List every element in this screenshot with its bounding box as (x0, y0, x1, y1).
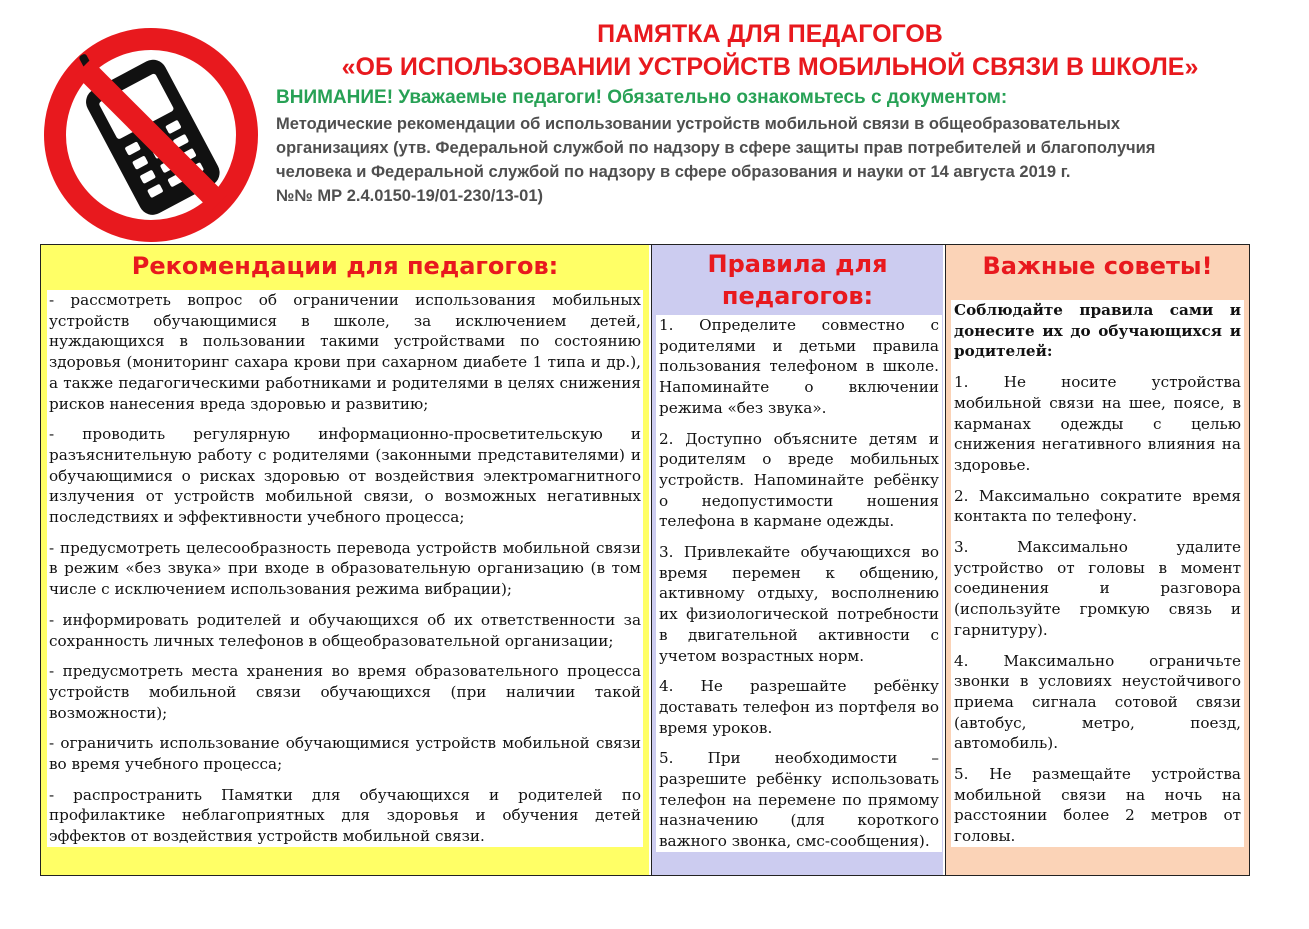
rule-item: 1. Определите совместно с родителями и детьми правила пользования телефоном в школе. Напоминайте о включении режима «без звука». (659, 316, 939, 417)
rules-list (656, 315, 942, 852)
document-reference (276, 112, 1236, 208)
advice-list (951, 300, 1244, 847)
advice-item: 5. Не размещайте устройства мобильной связи на ночь на расстоянии более 2 метров от головы. (954, 765, 1241, 846)
rule-item: 4. Не разрешайте ребёнку доставать телефон из портфеля во время уроков. (659, 677, 939, 737)
recommendation-item: - предусмотреть целесообразность перевода устройств мобильной связи в режим «без звука» при входе в образовательную организацию (в том числе с исключением использования режима вибрации); (49, 538, 641, 599)
recommendations-heading: Рекомендации для педагогов: (131, 252, 559, 280)
rules-column (651, 245, 943, 875)
recommendation-item: - информировать родителей и обучающихся об их ответственности за сохранность личных телефонов в общеобразовательной организации; (49, 610, 641, 650)
recommendation-item: - распространить Памятки для обучающихся и родителей по профилактике неблагоприятных для здоровья и обучения детей эффектов от воздействия устройств мобильной связи. (49, 785, 641, 846)
rules-heading-line: педагогов: (721, 282, 874, 310)
advice-lead: Соблюдайте правила сами и донесите их до обучающихся и родителей: (954, 301, 1241, 361)
rule-item: 5. При необходимости – разрешите ребёнку использовать телефон на перемене по прямому назначению (для короткого важного звонка, смс-сообщения). (659, 749, 939, 851)
page-subtitle: «ОБ ИСПОЛЬЗОВАНИИ УСТРОЙСТВ МОБИЛЬНОЙ СВЯЗИ В ШКОЛЕ» (341, 53, 1199, 81)
advice-heading: Важные советы! (982, 252, 1213, 280)
advice-item: 3. Максимально удалите устройство от головы в момент соединения и разговора (используйте громкую связь и гарнитуру). (954, 538, 1241, 639)
document-reference-line: организациях (утв. Федеральной службой по надзору в сфере защиты прав потребителей и благополучия (276, 139, 1156, 157)
rules-heading-line: Правила для (707, 250, 888, 278)
advice-column (945, 245, 1249, 875)
recommendation-item: - рассмотреть вопрос об ограничении использования мобильных устройств обучающимися в школе, за исключением детей, нуждающихся в пользовании такими устройствами по состоянию здоровья (мониторинг сахара крови при сахарном диабете 1 типа и др.), а также педагогическими работниками и родителями в целях снижения рисков нанесения вреда здоровью и развитию; (49, 291, 641, 413)
document-reference-line: №№ МР 2.4.0150-19/01-230/13-01) (276, 187, 544, 205)
rule-item: 2. Доступно объясните детям и родителям о вреде мобильных устройств. Напоминайте ребёнку о недопустимости ношения телефона в кармане одежды. (659, 429, 939, 531)
recommendations-column (41, 245, 649, 875)
advice-item: 4. Максимально ограничьте звонки в условиях неустойчивого приема сигнала сотовой связи (автобус, метро, поезд, автомобиль). (954, 651, 1241, 753)
page-title: ПАМЯТКА ДЛЯ ПЕДАГОГОВ (597, 20, 943, 48)
recommendation-item: - ограничить использование обучающимися устройств мобильной связи во время учебного процесса; (49, 734, 641, 774)
recommendations-list (47, 290, 643, 847)
attention-line: ВНИМАНИЕ! Уважаемые педагоги! Обязательно ознакомьтесь с документом: (276, 87, 1008, 108)
rules-heading (652, 248, 943, 312)
document-reference-line: человека и Федеральной службой по надзору в сфере образования и науки от 14 августа 2019 г. (276, 163, 1071, 181)
document-reference-line: Методические рекомендации об использовании устройств мобильной связи в общеобразовательных (276, 115, 1121, 133)
advice-item: 2. Максимально сократите время контакта по телефону. (954, 486, 1241, 526)
no-phone-icon (40, 24, 262, 246)
recommendation-item: - проводить регулярную информационно-просветительскую и разъяснительную работу с родителями (законными представителями) и обучающимися о рисках здоровью от воздействия электромагнитного излучения от устройств мобильной связи, о возможных негативных последствиях и эффективности учебного процесса; (49, 425, 641, 527)
advice-item: 1. Не носите устройства мобильной связи на шее, поясе, в карманах одежды с целью снижения негативного влияния на здоровье. (954, 373, 1241, 474)
rule-item: 3. Привлекайте обучающихся во время перемен к общению, активному отдыху, восполнению их физиологической потребности в двигательной активности с учетом возрастных норм. (659, 543, 939, 665)
recommendation-item: - предусмотреть места хранения во время образовательного процесса устройств мобильной связи обучающихся (при наличии такой возможности); (49, 662, 641, 722)
